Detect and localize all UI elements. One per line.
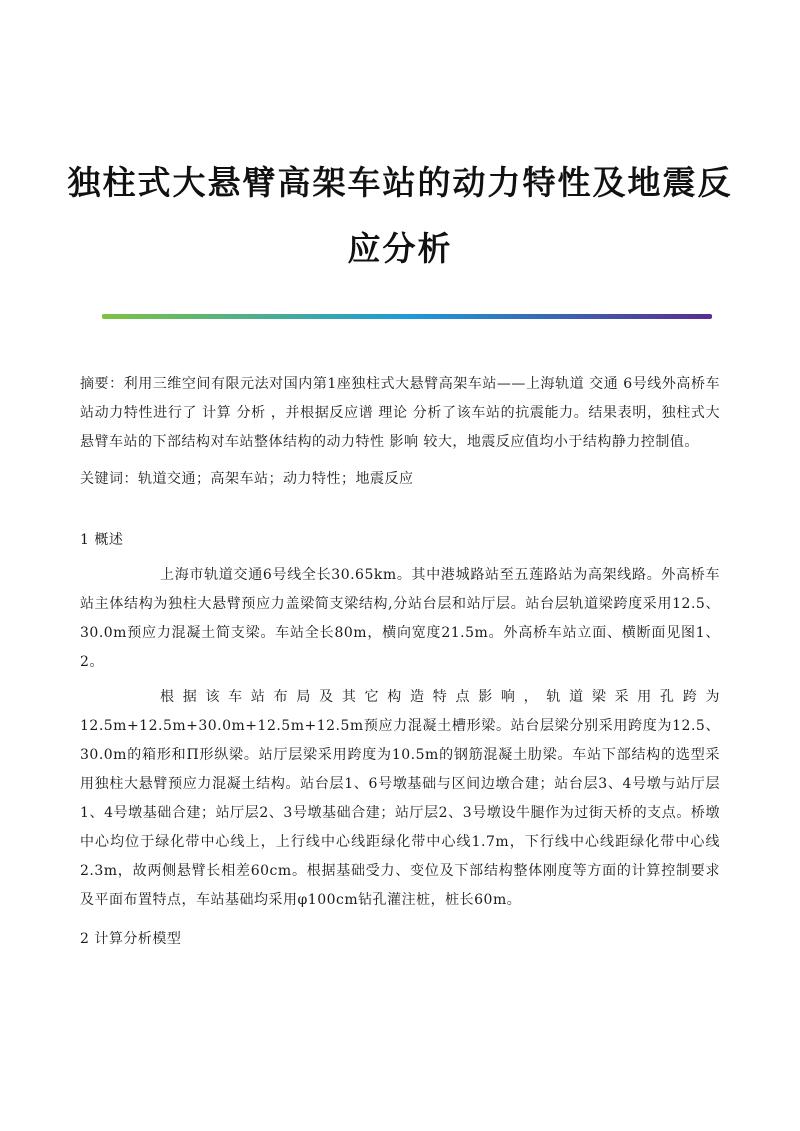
section-heading-1: 1 概述 [80, 532, 124, 548]
abstract: 摘要：利用三维空间有限元法对国内第1座独柱式大悬臂高架车站——上海轨道 交通 6号线外高桥车站动力特性进行了 计算 分析 ，并根据反应谱 理论 分析了该车站的抗震能力。结果表明，独柱式大悬臂车站的下部结构对车站整体结构的动力特性 影响 较大，地震反应值均小于结构静力控制值。 [80, 376, 720, 450]
section1-paragraph-2: 根据该车站布局及其它构造特点影响，轨道梁采用孔跨为12.5m+12.5m+30.0m+12.5m+12.5m预应力混凝土槽形梁。站台层梁分别采用跨度为12.5、30.0m的箱形和Π形纵梁。站厅层梁采用跨度为10.5m的钢筋混凝土肋梁。车站下部结构的选型采用独柱大悬臂预应力混凝土结构。站台层1、6号墩基础与区间边墩合建；站台层3、4号墩与站厅层1、4号墩基础合建；站厅层2、3号墩基础合建；站厅层2、3号墩设牛腿作为过街天桥的支点。桥墩中心均位于绿化带中心线上，上行线中心线距绿化带中心线1.7m，下行线中心线距绿化带中心线2.3m，故两侧悬臂长相差60cm。根据基础受力、变位及下部结构整体刚度等方面的计算控制要求及平面布置特点，车站基础均采用φ100cm钻孔灌注桩，桩长60m。 [80, 689, 720, 908]
title-line-1: 独柱式大悬臂高架车站的动力特性及地震反 [67, 163, 733, 202]
section1-paragraph-1: 上海市轨道交通6号线全长30.65km。其中港城路站至五莲路站为高架线路。外高桥车站主体结构为独柱大悬臂预应力盖梁简支梁结构,分站台层和站厅层。站台层轨道梁跨度采用12.5、30.0m预应力混凝土简支梁。车站全长80m，横向宽度21.5m。外高桥车站立面、横断面见图1、2。 [80, 567, 720, 670]
section-heading-2: 2 计算分析模型 [80, 931, 182, 947]
title-line-2: 应分析 [347, 229, 453, 268]
document-title [60, 150, 740, 282]
document-body [80, 370, 720, 960]
keywords: 关键词：轨道交通；高架车站；动力特性；地震反应 [80, 471, 414, 487]
title-divider [102, 314, 712, 319]
